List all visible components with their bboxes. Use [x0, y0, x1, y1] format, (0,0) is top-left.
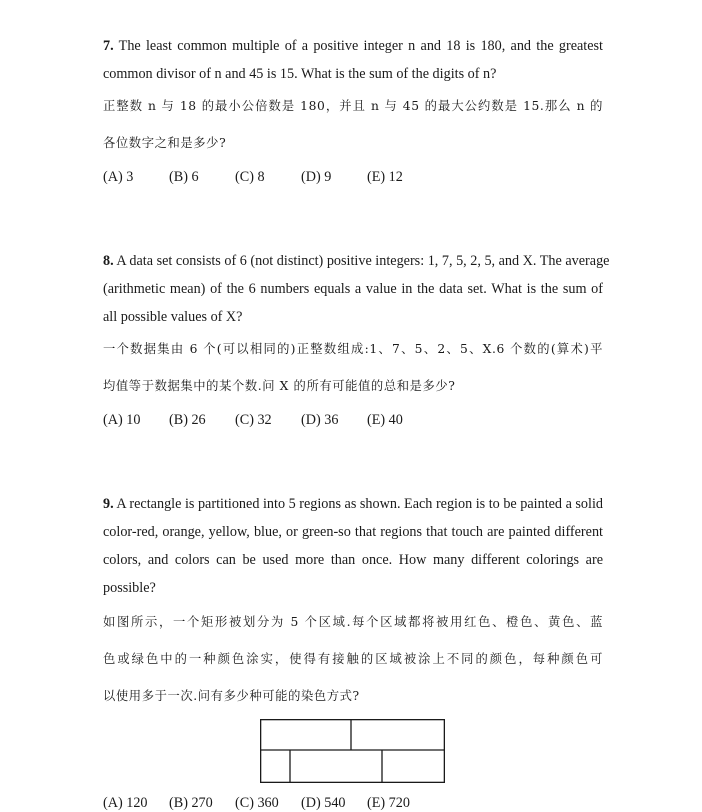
choice-c: (C) 8 — [235, 169, 265, 185]
problem-9-cn-line-2: 色或绿色中的一种颜色涂实，使得有接触的区域被涂上不同的颜色，每种颜色可 — [103, 652, 603, 666]
problem-7-en-line-1: 7. The least common multiple of a positive integer n and 18 is 180, and the greatest — [103, 38, 603, 54]
problem-8-en-line-3: all possible values of X? — [103, 309, 243, 325]
choice-a: (A) 120 — [103, 795, 148, 811]
outer-rectangle — [261, 720, 445, 783]
problem-9-en-line-1: 9. A rectangle is partitioned into 5 regions as shown. Each region is to be painted a solid — [103, 496, 604, 512]
choice-e: (E) 12 — [367, 169, 403, 185]
choice-c: (C) 32 — [235, 412, 272, 428]
problem-8-en-line-1: 8. A data set consists of 6 (not distinct) positive integers: 1, 7, 5, 2, 5, and X. The average — [103, 253, 610, 269]
problem-8-cn-line-1: 一个数据集由 6 个(可以相同的)正整数组成:1、7、5、2、5、X.6 个数的(算术)平 — [103, 342, 603, 356]
choice-a: (A) 10 — [103, 412, 141, 428]
choice-a: (A) 3 — [103, 169, 134, 185]
problem-9-en-line-4: possible? — [103, 580, 156, 596]
choice-d: (D) 9 — [301, 169, 332, 185]
choice-b: (B) 270 — [169, 795, 213, 811]
problem-7-cn-line-1: 正整数 n 与 18 的最小公倍数是 180，并且 n 与 45 的最大公约数是 15.那么 n 的 — [103, 99, 603, 113]
choice-d: (D) 36 — [301, 412, 339, 428]
choice-e: (E) 720 — [367, 795, 410, 811]
problem-9-cn-line-1: 如图所示，一个矩形被划分为 5 个区域.每个区域都将被用红色、橙色、黄色、蓝 — [103, 615, 603, 629]
problem-7-en-line-2: common divisor of n and 45 is 15. What is the sum of the digits of n? — [103, 66, 497, 82]
choice-b: (B) 26 — [169, 412, 206, 428]
choice-e: (E) 40 — [367, 412, 403, 428]
problem-7-cn-line-2: 各位数字之和是多少? — [103, 136, 227, 150]
problem-9-en-line-3: colors, and colors can be used more than once. How many different colorings are — [103, 552, 603, 568]
problem-9-cn-line-3: 以使用多于一次.问有多少种可能的染色方式? — [103, 689, 360, 703]
problem-9-number: 9. — [103, 496, 114, 512]
problem-9-en-line-2: color-red, orange, yellow, blue, or green-so that regions that touch are painted different — [103, 524, 603, 540]
choice-b: (B) 6 — [169, 169, 199, 185]
choice-d: (D) 540 — [301, 795, 346, 811]
choice-c: (C) 360 — [235, 795, 279, 811]
rectangle-five-regions-diagram — [260, 719, 445, 783]
problem-7-number: 7. — [103, 38, 114, 54]
problem-8-number: 8. — [103, 253, 114, 269]
problem-8-cn-line-2: 均值等于数据集中的某个数.问 X 的所有可能值的总和是多少? — [103, 379, 456, 393]
problem-8-en-line-2: (arithmetic mean) of the 6 numbers equals a value in the data set. What is the sum of — [103, 281, 603, 297]
